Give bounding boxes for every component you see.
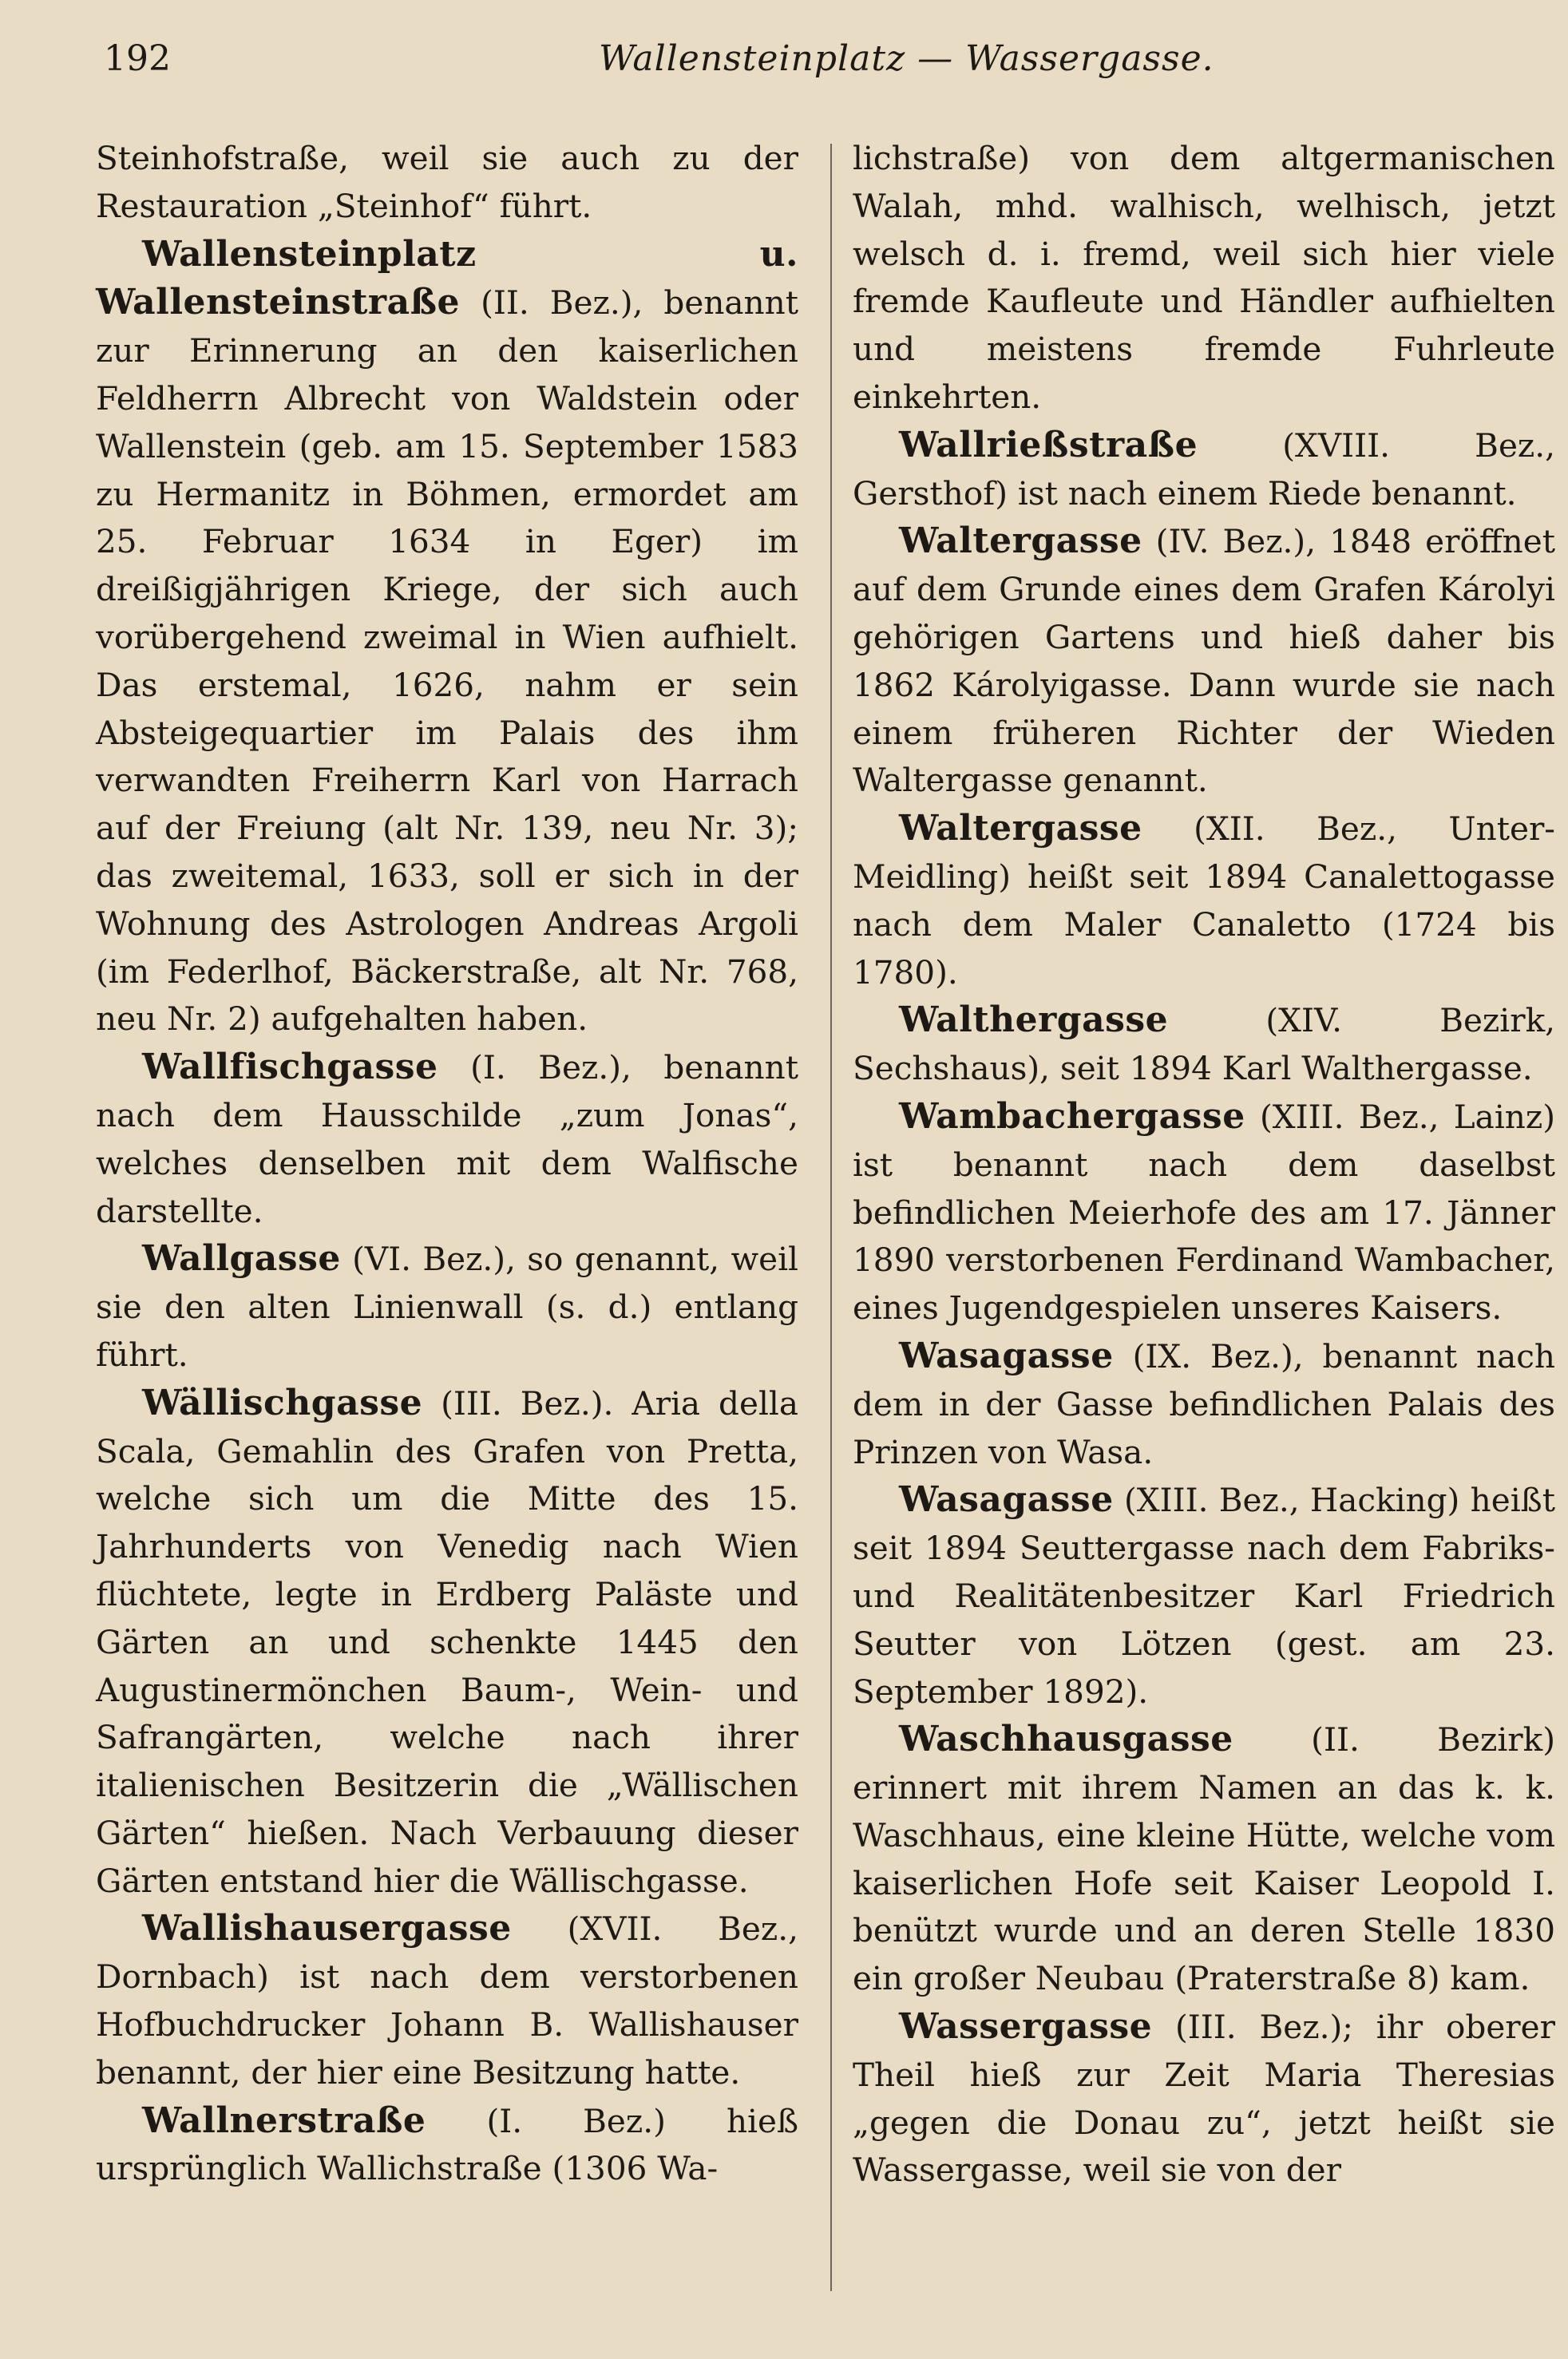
running-title: Wallensteinplatz — Wassergasse.	[599, 38, 1214, 79]
street-entry	[853, 1332, 1555, 1476]
street-entry	[96, 2097, 798, 2194]
entry-headword: Waschhausgasse	[899, 1719, 1233, 1760]
street-entry	[853, 1716, 1555, 2003]
entry-headword: Wällischgasse	[142, 1382, 423, 1423]
street-entry	[853, 1093, 1555, 1332]
entry-text: lichstraße) von dem altgermanischen Walah, mhd. walhisch, welhisch, jetzt welsch d. i. fremd, weil sich hier viele fremde Kaufleute und Händler aufhielten und meistens fremde Fuhrleute einkehrten.	[853, 139, 1555, 416]
entry-text: (I. Bez.) hieß ursprünglich Wallichstraße (1306 Wa-	[96, 2101, 798, 2188]
entry-headword: Wallensteinplatz u. Wallensteinstraße	[96, 233, 798, 323]
entry-headword: Wallrießstraße	[899, 424, 1198, 465]
page-number: 192	[104, 38, 171, 79]
street-entry	[96, 1235, 798, 1379]
entry-headword: Walthergasse	[899, 999, 1169, 1041]
entry-headword: Wasagasse	[899, 1335, 1114, 1376]
left-column	[96, 134, 798, 2193]
entry-text: (XIII. Bez., Lainz) ist benannt nach dem daselbst befindlichen Meierhofe des am 17. Jänner 1890 verstorbenen Ferdinand Wambacher, eines Jugendgespielen unseres Kaisers.	[853, 1097, 1555, 1328]
street-entry	[853, 805, 1555, 996]
street-entry	[853, 2003, 1555, 2195]
column-divider	[830, 144, 832, 2291]
continuation-entry	[853, 134, 1555, 422]
entry-headword: Wallishausergasse	[142, 1908, 512, 1949]
street-entry	[96, 231, 798, 1044]
entry-text: (II. Bez.), benannt zur Erinnerung an den kaiserlichen Feldherrn Albrecht von Waldstein oder Wallenstein (geb. am 15. September 1583 zu Hermanitz in Böhmen, ermordet am 25. Februar 1634 in Eger) im dreißigjährigen Kriege, der sich auch vorübergehend zweimal in Wien aufhielt. Das erstemal, 1626, nahm er sein Absteigequartier im Palais des ihm verwandten Freiherrn Karl von Harrach auf der Freiung (alt Nr. 139, neu Nr. 3); das zweitemal, 1633, soll er sich in der Wohnung des Astrologen Andreas Argoli (im Federlhof, Bäckerstraße, alt Nr. 768, neu Nr. 2) aufgehalten haben.	[96, 283, 798, 1039]
entry-text: (VI. Bez.), so genannt, weil sie den alten Linienwall (s. d.) entlang führt.	[96, 1240, 798, 1374]
entry-text: (I. Bez.), benannt nach dem Hausschilde „zum Jonas“, welches denselben mit dem Walfische darstellte.	[96, 1048, 798, 1230]
entry-text: (XIV. Bezirk, Sechshaus), seit 1894 Karl Walthergasse.	[853, 1001, 1555, 1088]
entry-headword: Wassergasse	[899, 2006, 1153, 2048]
entry-text: (III. Bez.); ihr oberer Theil hieß zur Zeit Maria Theresias „gegen die Donau zu“, jetzt heißt sie Wassergasse, weil sie von der	[853, 2008, 1555, 2190]
entry-text: (XVII. Bez., Dornbach) ist nach dem verstorbenen Hofbuchdrucker Johann B. Wallishauser benannt, der hier eine Besitzung hatte.	[96, 1910, 798, 2092]
entry-text: (III. Bez.). Aria della Scala, Gemahlin des Grafen von Pretta, welche sich um die Mitte des 15. Jahrhunderts von Venedig nach Wien flüchtete, legte in Erdberg Paläste und Gärten an und schenkte 1445 den Augustinermönchen Baum-, Wein- und Safrangärten, welche nach ihrer italienischen Besitzerin die „Wällischen Gärten“ hießen. Nach Verbauung dieser Gärten entstand hier die Wällischgasse.	[96, 1383, 798, 1900]
street-entry	[96, 1379, 798, 1906]
street-entry	[96, 1043, 798, 1235]
entry-text: Steinhofstraße, weil sie auch zu der Restauration „Steinhof“ führt.	[96, 139, 798, 225]
continuation-entry	[96, 134, 798, 231]
right-column	[853, 134, 1555, 2195]
street-entry	[853, 1476, 1555, 1716]
entry-headword: Wallnerstraße	[142, 2100, 426, 2141]
entry-headword: Wallfischgasse	[142, 1047, 438, 1088]
street-entry	[96, 1905, 798, 2096]
entry-headword: Wasagasse	[899, 1479, 1114, 1521]
entry-headword: Wambachergasse	[899, 1095, 1245, 1137]
entry-text: (IX. Bez.), benannt nach dem in der Gasse befindlichen Palais des Prinzen von Wasa.	[853, 1336, 1555, 1471]
street-entry	[853, 996, 1555, 1093]
entry-headword: Waltergasse	[899, 520, 1142, 562]
running-head	[104, 35, 1461, 83]
street-entry	[853, 517, 1555, 805]
street-entry	[853, 422, 1555, 518]
entry-text: (XVIII. Bez., Gersthof) ist nach einem Riede benannt.	[853, 425, 1555, 513]
entry-text: (XIII. Bez., Hacking) heißt seit 1894 Seuttergasse nach dem Fabriks- und Realitätenbesitzer Karl Friedrich Seutter von Lötzen (gest. am 23. September 1892).	[853, 1481, 1555, 1711]
entry-headword: Wallgasse	[142, 1238, 341, 1280]
entry-headword: Waltergasse	[899, 808, 1142, 849]
entry-text: (II. Bezirk) erinnert mit ihrem Namen an das k. k. Waschhaus, eine kleine Hütte, welche vom kaiserlichen Hofe seit Kaiser Leopold I. benützt wurde und an deren Stelle 1830 ein großer Neubau (Praterstraße 8) kam.	[853, 1720, 1555, 1998]
entry-text: (XII. Bez., Unter-Meidling) heißt seit 1894 Canalettogasse nach dem Maler Canaletto (1724 bis 1780).	[853, 809, 1555, 991]
entry-text: (IV. Bez.), 1848 eröffnet auf dem Grunde eines dem Grafen Károlyi gehörigen Gartens und hieß daher bis 1862 Károlyigasse. Dann wurde sie nach einem früheren Richter der Wieden Waltergasse genannt.	[853, 522, 1555, 800]
